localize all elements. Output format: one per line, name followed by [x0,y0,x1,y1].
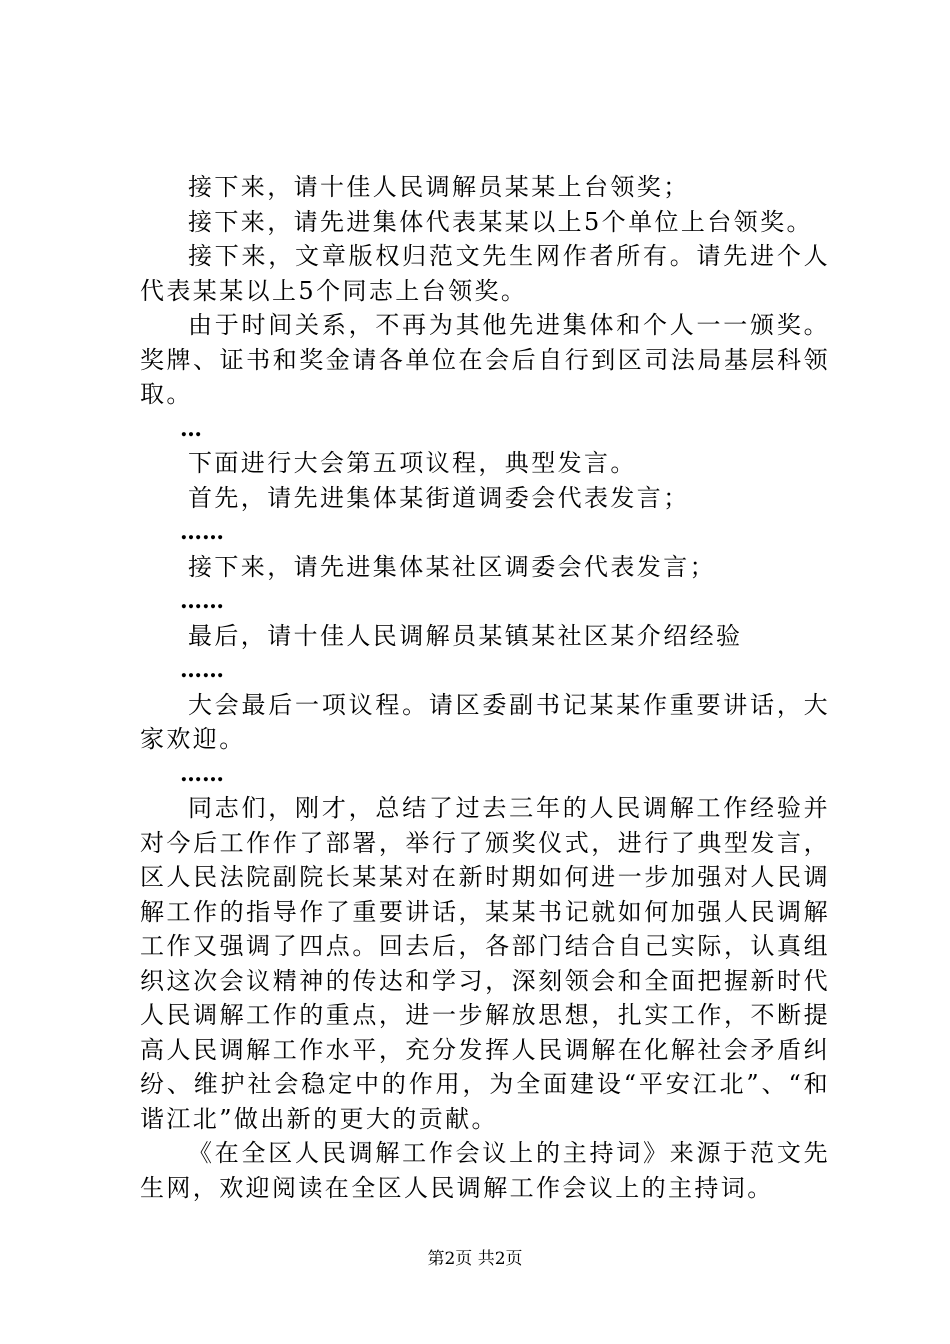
paragraph: 由于时间关系，不再为其他先进集体和个人一一颁奖。奖牌、证书和奖金请各单位在会后自行到区司法局基层科领取。 [140,311,830,408]
ellipsis-line: …… [180,519,224,545]
ellipsis-line: …… [180,760,224,787]
ellipsis-line: …… [180,657,224,683]
paragraph: 同志们，刚才，总结了过去三年的人民调解工作经验并对今后工作作了部署，举行了颁奖仪式，进行了典型发言，区人民法院副院长某某对在新时期如何进一步加强对人民调解工作的指导作了重要讲话，某某书记就如何加强人民调解工作又强调了四点。回去后，各部门结合自己实际，认真组织这次会议精神的传达和学习，深刻领会和全面把握新时代人民调解工作的重点，进一步解放思想，扎实工作，不断提高人民调解工作水平，充分发挥人民调解在化解社会矛盾纠纷、维护社会稳定中的作用，为全面建设“平安江北”、“和谐江北”做出新的更大的贡献。 [140,794,830,1133]
paragraph: 大会最后一项议程。请区委副书记某某作重要讲话，大家欢迎。 [140,690,830,753]
paragraph: 首先，请先进集体某街道调委会代表发言； [188,483,690,512]
ellipsis-line: …… [180,588,224,614]
paragraph: 接下来，文章版权归范文先生网作者所有。请先进个人代表某某以上5个同志上台领奖。 [140,242,830,305]
paragraph: 接下来，请先进集体某社区调委会代表发言； [188,552,716,581]
paragraph: 接下来，请十佳人民调解员某某上台领奖； [188,173,690,201]
document-body [140,170,830,1205]
page-number-footer: 第2页 共2页 [427,1249,523,1269]
paragraph: 接下来，请先进集体代表某某以上5个单位上台领奖。 [188,207,813,236]
paragraph: 下面进行大会第五项议程，典型发言。 [188,449,637,477]
paragraph: 《在全区人民调解工作会议上的主持词》来源于范文先生网，欢迎阅读在全区人民调解工作会议上的主持词。 [140,1139,830,1202]
paragraph: 最后，请十佳人民调解员某镇某社区某介绍经验 [188,621,743,650]
ellipsis-line: … [180,415,202,442]
